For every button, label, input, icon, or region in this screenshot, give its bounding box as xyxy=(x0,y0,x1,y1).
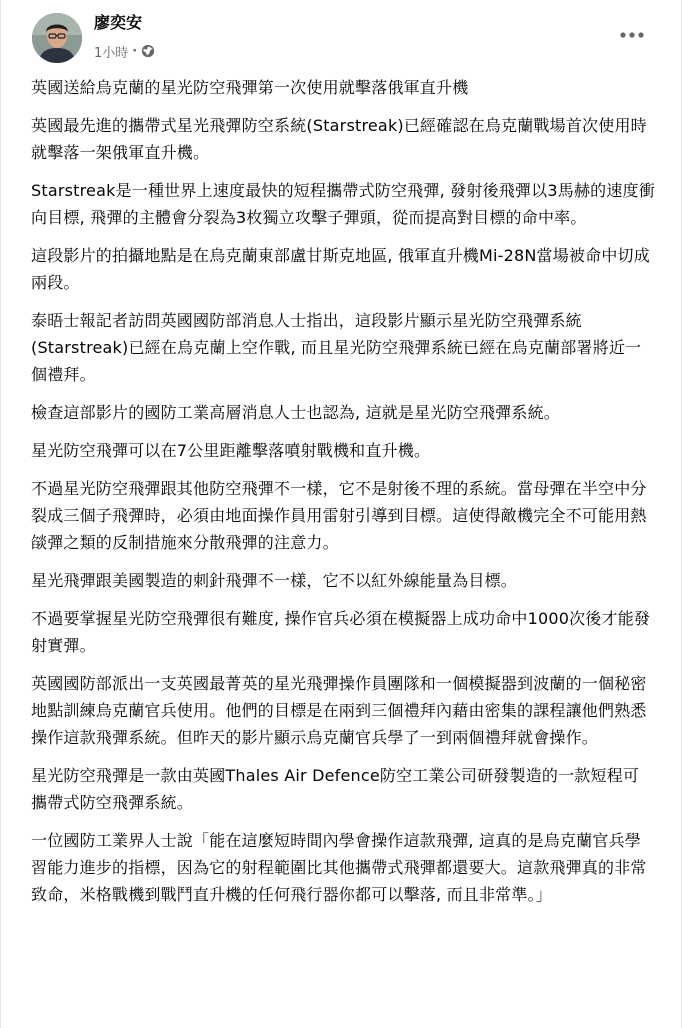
post-paragraph: 不過要掌握星光防空飛彈很有難度, 操作官兵必須在模擬器上成功命中1000次後才能發射實彈。 xyxy=(31,609,651,655)
avatar-photo xyxy=(32,13,82,63)
meta-separator: · xyxy=(132,43,138,59)
post-paragraph: 不過星光防空飛彈跟其他防空飛彈不一樣，它不是射後不理的系統。當母彈在半空中分裂成三個子飛彈時，必須由地面操作員用雷射引導到目標。這使得敵機完全不可能用熱燄彈之類的反制措施來分散飛彈的注意力。 xyxy=(31,479,647,552)
post-timestamp[interactable]: 1小時 xyxy=(94,45,129,61)
avatar[interactable] xyxy=(32,13,82,63)
post-header xyxy=(1,0,682,72)
author-name[interactable]: 廖奕安 xyxy=(94,13,143,32)
post-paragraph: 檢查這部影片的國防工業高層消息人士也認為, 這就是星光防空飛彈系統。 xyxy=(31,403,560,422)
post-paragraph: 星光防空飛彈是一款由英國Thales Air Defence防空工業公司研發製造的一款短程可攜帶式防空飛彈系統。 xyxy=(31,766,640,812)
post-paragraph: 一位國防工業界人士說「能在這麼短時間內學會操作這款飛彈, 這真的是烏克蘭官兵學習能力進步的指標，因為它的射程範圍比其他攜帶式飛彈都還要大。這款飛彈真的非常致命，米格戰機到戰鬥直升機的任何飛行器你都可以擊落, 而且非常準。」 xyxy=(31,831,647,904)
post-paragraph: 星光防空飛彈可以在7公里距離擊落噴射戰機和直升機。 xyxy=(31,441,431,460)
post-meta xyxy=(94,42,155,60)
post-paragraph: 泰晤士報記者訪問英國國防部消息人士指出，這段影片顯示星光防空飛彈系統(Starstreak)已經在烏克蘭上空作戰, 而且星光防空飛彈系統已經在烏克蘭部署將近一個禮拜。 xyxy=(31,311,642,384)
more-options-button[interactable] xyxy=(617,24,647,46)
globe-icon[interactable] xyxy=(141,44,155,58)
post-paragraph: 英國送給烏克蘭的星光防空飛彈第一次使用就擊落俄軍直升機 xyxy=(31,78,469,97)
post-paragraph: 這段影片的拍攝地點是在烏克蘭東部盧甘斯克地區, 俄軍直升機Mi-28N當場被命中切成兩段。 xyxy=(31,246,650,292)
post-paragraph: 英國最先進的攜帶式星光飛彈防空系統(Starstreak)已經確認在烏克蘭戰場首次使用時就擊落一架俄軍直升機。 xyxy=(31,116,647,162)
post-paragraph: 星光飛彈跟美國製造的刺針飛彈不一樣，它不以紅外線能量為目標。 xyxy=(31,571,518,590)
post-paragraph: 英國國防部派出一支英國最菁英的星光飛彈操作員團隊和一個模擬器到波蘭的一個秘密地點訓練烏克蘭官兵使用。他們的目標是在兩到三個禮拜內藉由密集的課程讓他們熟悉操作這款飛彈系統。但昨天的影片顯示烏克蘭官兵學了一到兩個禮拜就會操作。 xyxy=(31,674,647,747)
post-paragraph: Starstreak是一種世界上速度最快的短程攜帶式防空飛彈, 發射後飛彈以3馬赫的速度衝向目標, 飛彈的主體會分裂為3枚獨立攻擊子彈頭，從而提高對目標的命中率。 xyxy=(31,181,655,227)
post-body xyxy=(31,74,655,919)
more-horizontal-icon xyxy=(620,32,644,38)
